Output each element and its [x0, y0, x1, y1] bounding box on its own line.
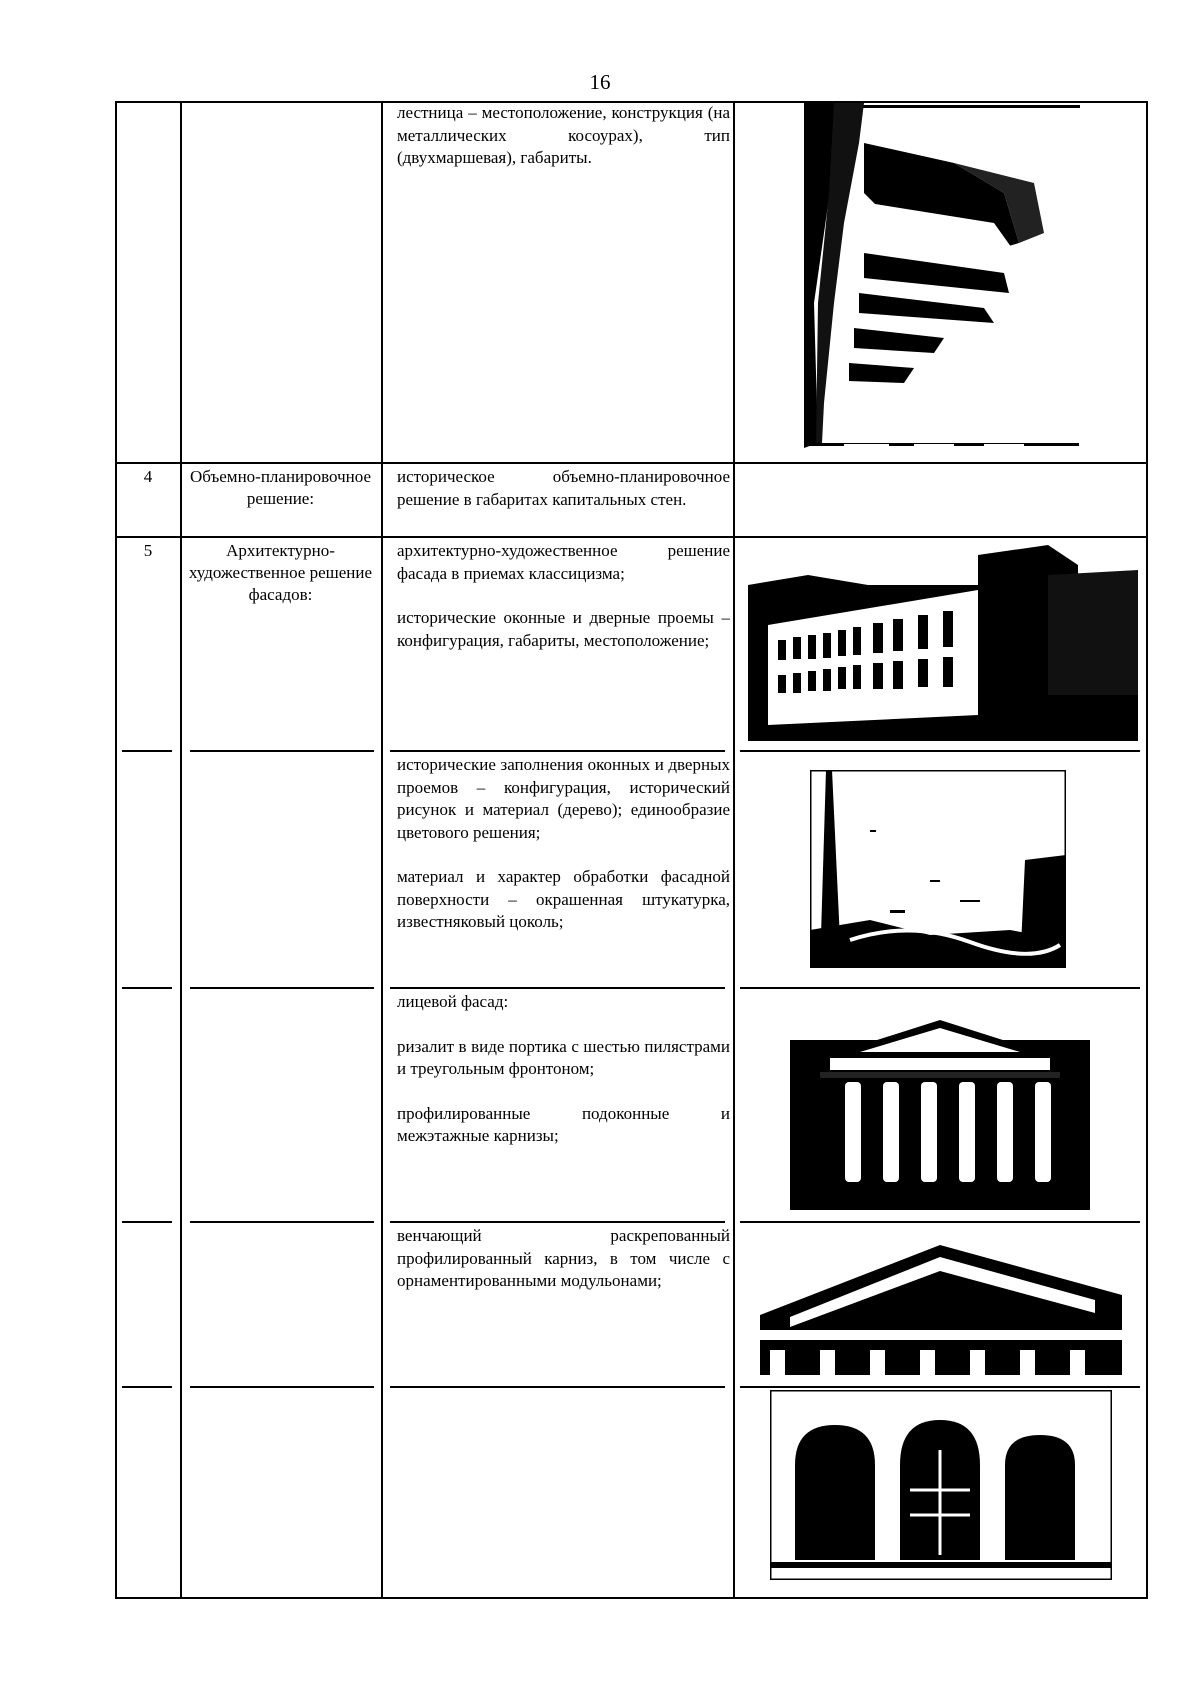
- row-separator: [122, 750, 172, 752]
- row-4-description: [397, 466, 730, 511]
- table-border-left: [115, 101, 117, 1599]
- row-separator: [122, 1386, 172, 1388]
- row-5c-description: [397, 991, 730, 1148]
- portico-pilasters-photo: [790, 1020, 1090, 1210]
- row-5b-description: [397, 754, 730, 934]
- row-5-description: [397, 540, 730, 652]
- row-separator: [390, 1386, 725, 1388]
- description-paragraph: профилированные подоконные и межэтажные карнизы;: [397, 1103, 730, 1145]
- row-separator: [190, 1386, 374, 1388]
- pediment-cornice-photo: [760, 1245, 1122, 1375]
- description-paragraph: исторические оконные и дверные проемы – конфигурация, габариты, местоположение;: [397, 608, 730, 650]
- row-number: 4: [143, 467, 153, 486]
- description-paragraph: ризалит в виде портика с шестью пилястрами и треугольным фронтоном;: [397, 1036, 730, 1078]
- row-separator: [390, 1221, 725, 1223]
- staircase-photo: [804, 103, 1080, 451]
- row-separator: [390, 750, 725, 752]
- row-separator: [122, 1221, 172, 1223]
- facade-building-photo: [748, 545, 1138, 741]
- description-paragraph: материал и характер обработки фасадной поверхности – окрашенная штукатурка, известняковый цоколь;: [397, 867, 730, 931]
- description-paragraph: лицевой фасад:: [397, 992, 509, 1011]
- row-5d-description: [397, 1225, 730, 1293]
- row-separator: [115, 462, 1148, 464]
- row-separator: [740, 1386, 1140, 1388]
- row-separator: [190, 987, 374, 989]
- row-number: 5: [143, 541, 153, 560]
- description-paragraph: историческое объемно-планировочное решение в габаритах капитальных стен.: [397, 467, 730, 509]
- row-separator: [190, 750, 374, 752]
- description-paragraph: архитектурно-художественное решение фасада в приемах классицизма;: [397, 541, 730, 583]
- row-separator: [740, 1221, 1140, 1223]
- row-separator: [390, 987, 725, 989]
- row-heading: Архитектурно-художественное решение фасадов:: [188, 541, 373, 604]
- window-wall-photo: [810, 770, 1066, 968]
- table-divider-name: [381, 101, 383, 1599]
- row-separator: [740, 750, 1140, 752]
- row-heading: Объемно-планировочное решение:: [189, 467, 372, 508]
- page-number: 16: [589, 70, 611, 94]
- row-separator: [190, 1221, 374, 1223]
- description-paragraph: лестница – местоположение, конструкция (на металлических косоурах), тип (двухмаршевая), габариты.: [397, 103, 730, 167]
- description-paragraph: исторические заполнения оконных и дверных проемов – конфигурация, исторический рисунок и материал (дерево); единообразие цветового решения;: [397, 755, 730, 842]
- arched-windows-photo: [770, 1390, 1112, 1580]
- table-border-bottom: [115, 1597, 1148, 1599]
- row-separator: [740, 987, 1140, 989]
- table-divider-num: [180, 101, 182, 1599]
- table-divider-desc: [733, 101, 735, 1599]
- description-paragraph: венчающий раскрепованный профилированный карниз, в том числе с орнаментированными модульонами;: [397, 1226, 730, 1290]
- row-separator: [122, 987, 172, 989]
- table-border-right: [1146, 101, 1148, 1599]
- row-1-description: [397, 102, 730, 170]
- row-separator: [115, 536, 1148, 538]
